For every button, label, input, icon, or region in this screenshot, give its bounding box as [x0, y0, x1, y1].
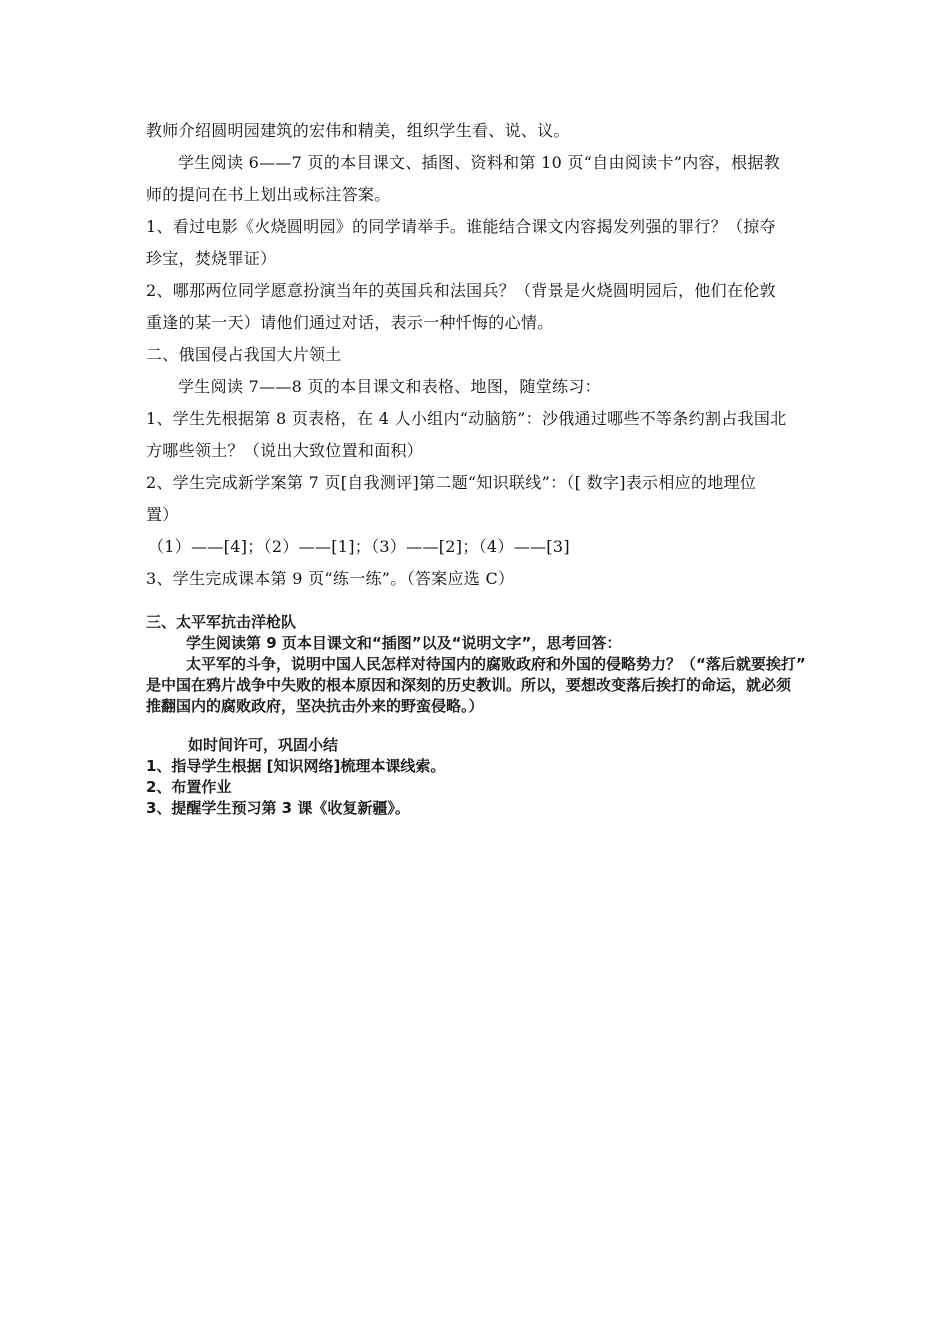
paragraph-line: 置） — [146, 505, 179, 524]
paragraph-line: 学生阅读 7——8 页的本目课文和表格、地图，随堂练习： — [178, 377, 601, 396]
paragraph-line: 教师介绍圆明园建筑的宏伟和精美，组织学生看、说、议。 — [146, 121, 570, 140]
exercise-3: 3、学生完成课本第 9 页“练一练”。（答案应选 C） — [146, 569, 515, 588]
exercise-1: 1、学生先根据第 8 页表格，在 4 人小组内“动脑筋”：沙俄通过哪些不等条约割占我国北 — [146, 409, 787, 428]
paragraph-line: 是中国在鸦片战争中失败的根本原因和深刻的历史教训。所以，要想改变落后挨打的命运，就必须 — [146, 676, 792, 694]
paragraph-line: 方哪些领土？（说出大致位置和面积） — [146, 441, 424, 460]
section-heading-3: 三、太平军抗击洋枪队 — [146, 613, 297, 631]
paragraph-line: 学生阅读 6——7 页的本目课文、插图、资料和第 10 页“自由阅读卡”内容，根据教 — [178, 153, 781, 172]
paragraph-line: 推翻国内的腐败政府，坚决抗击外来的野蛮侵略。） — [146, 697, 484, 715]
paragraph-line: 重逢的某一天）请他们通过对话，表示一种忏悔的心情。 — [146, 313, 554, 332]
summary-item-1: 1、指导学生根据 [知识网络]梳理本课线索。 — [146, 757, 446, 775]
exercise-2: 2、学生完成新学案第 7 页[自我测评]第二题“知识联线”：（[ 数字]表示相应的地理位 — [146, 473, 757, 492]
summary-item-3: 3、提醒学生预习第 3 课《收复新疆》。 — [146, 799, 410, 817]
paragraph-line: 师的提问在书上划出或标注答案。 — [146, 185, 391, 204]
question-2: 2、哪那两位同学愿意扮演当年的英国兵和法国兵？（背景是火烧圆明园后，他们在伦敦 — [146, 281, 776, 300]
answer-line: （1）——[4]；（2）——[1]；（3）——[2]；（4）——[3] — [148, 537, 570, 556]
summary-item-2: 2、布置作业 — [146, 778, 232, 796]
summary-heading: 如时间许可，巩固小结 — [188, 736, 339, 754]
paragraph-line: 珍宝，焚烧罪证） — [146, 249, 277, 268]
question-1: 1、看过电影《火烧圆明园》的同学请举手。谁能结合课文内容揭发列强的罪行？（掠夺 — [146, 217, 776, 236]
paragraph-line: 学生阅读第 9 页本目课文和“插图”以及“说明文字”，思考回答： — [186, 634, 622, 652]
section-heading-2: 二、俄国侵占我国大片领土 — [146, 345, 342, 364]
paragraph-line: 太平军的斗争，说明中国人民怎样对待国内的腐败政府和外国的侵略势力？（“落后就要挨打” — [186, 655, 806, 673]
